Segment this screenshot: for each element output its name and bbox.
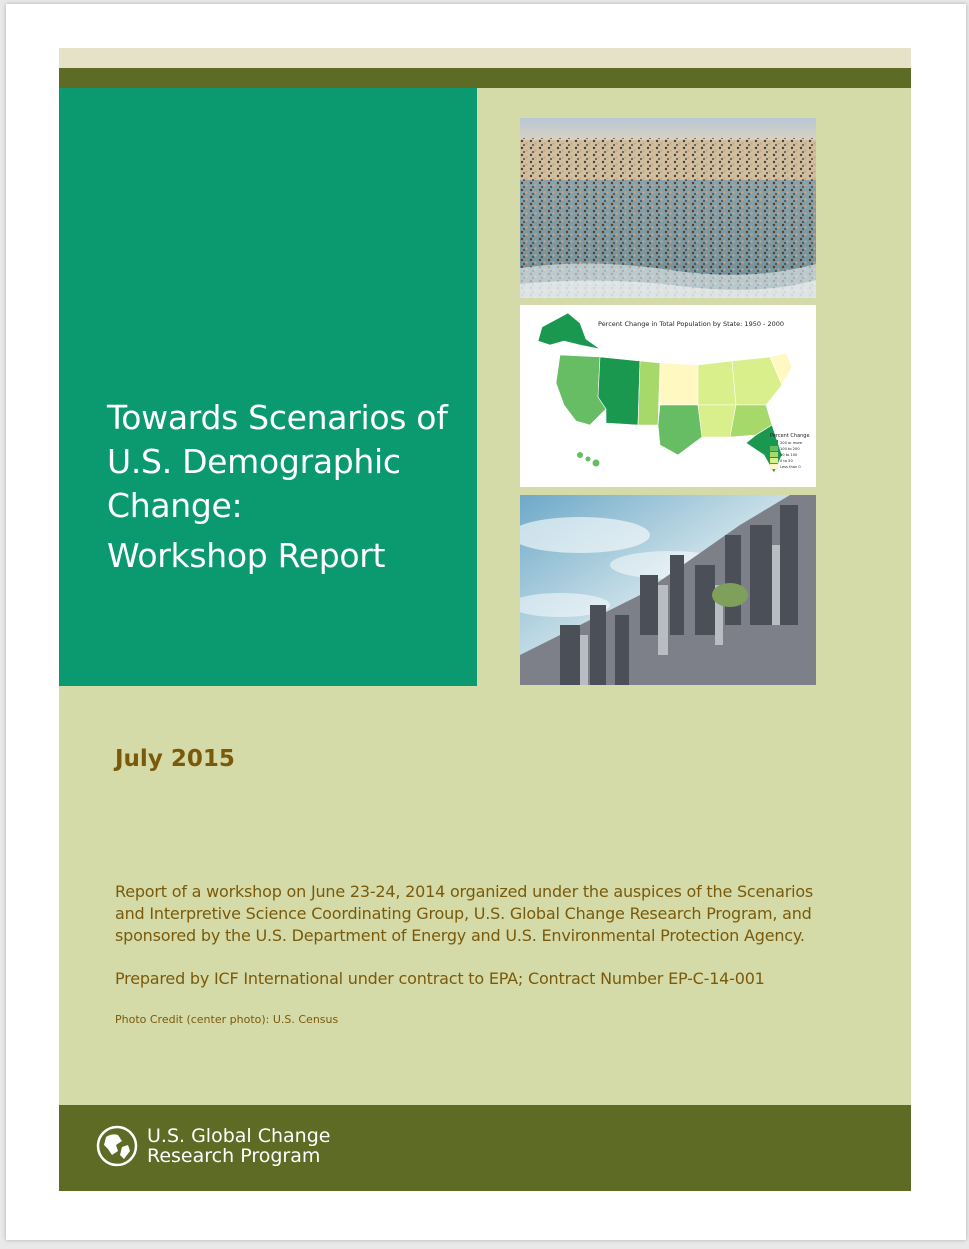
legend-item: 50 to 100 [780,453,798,457]
organization-name [147,1126,330,1166]
org-line: U.S. Global Change [147,1125,331,1147]
top-strip [59,48,911,68]
city-photo [520,495,816,685]
beach-photo [520,118,816,298]
title-panel [59,88,477,686]
report-description: Report of a workshop on June 23-24, 2014 organized under the auspices of the Scenarios and Interpretive Science Coordinating Group, U.S. Global Change Research Program, and sponsored by the U.S. Department of Energy and U.S. Environmental Protection Agency. [115,882,814,945]
report-title [107,396,467,578]
org-line: Research Program [147,1145,321,1167]
report-subtitle: Workshop Report [107,536,386,575]
population-map [520,305,816,487]
map-title: Percent Change in Total Population by State: 1950 - 2000 [598,320,784,328]
legend-item: 0 to 50 [780,459,793,463]
legend-item: 100 to 200 [780,447,800,451]
photo-credit: Photo Credit (center photo): U.S. Census [115,1013,339,1026]
title-line: Towards Scenarios of [107,398,448,437]
map-legend [770,440,803,469]
prepared-by: Prepared by ICF International under contract to EPA; Contract Number EP-C-14-001 [115,969,765,988]
map-legend-title: Percent Change [770,433,810,439]
title-line: Change: [107,486,243,525]
globe-icon [96,1125,138,1167]
legend-item: 200 or more [780,441,803,445]
publication-date: July 2015 [115,746,235,772]
title-line: U.S. Demographic [107,442,401,481]
top-band [59,68,911,88]
legend-item: Less than 0 [780,465,801,469]
